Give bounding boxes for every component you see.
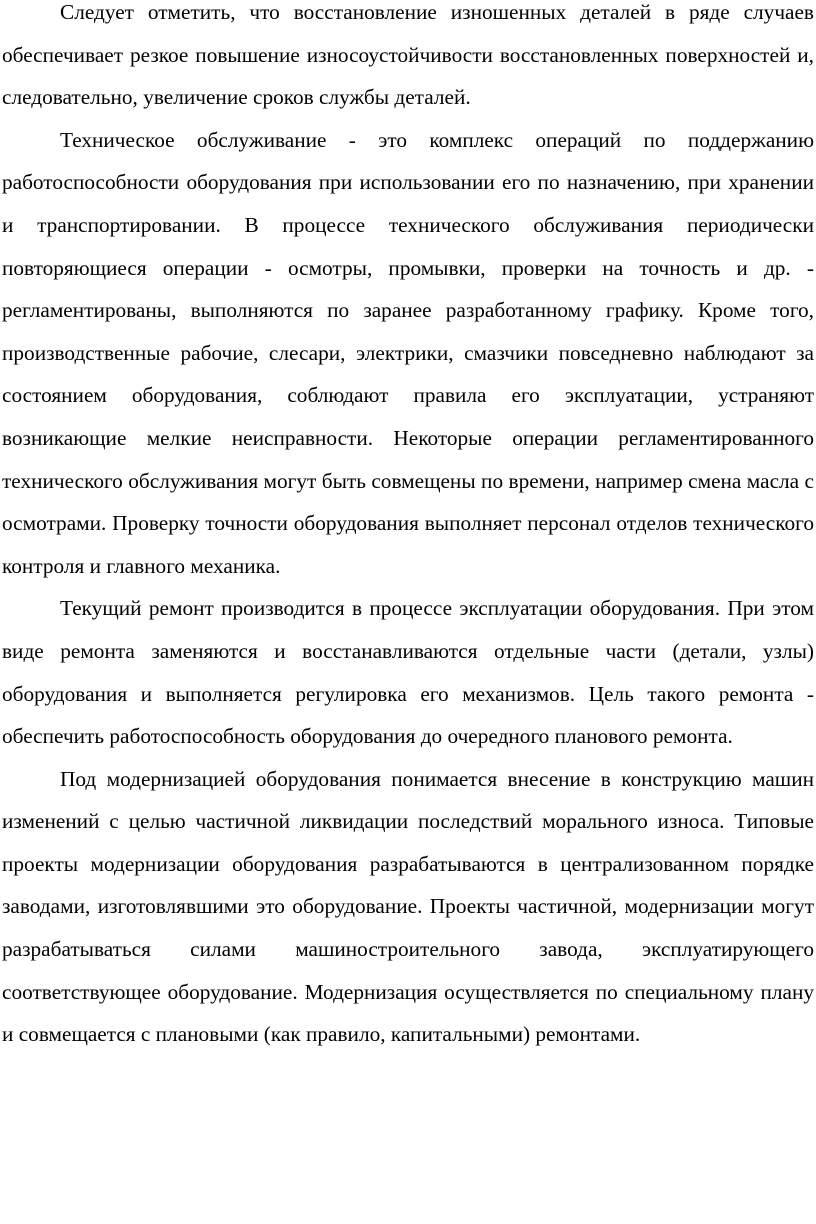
paragraph-current-repair: Текущий ремонт производится в процессе эксплуатации оборудования. При этом виде ремонта заменяются и восстанавливаются отдельные части (детали, узлы) оборудования и выполняется регулировка его механизмов. Цель такого ремонта - обеспечить работоспособность оборудования до очередного планового ремонта. (2, 596, 814, 749)
paragraph-modernization: Под модернизацией оборудования понимается внесение в конструкцию машин изменений с целью частичной ликвидации последствий морального износа. Типовые проекты модернизации оборудования разрабатываются в централизованном порядке заводами, изготовлявшими это оборудование. Проекты частичной, модернизации могут разрабатываться силами машиностроительного завода, эксплуатирующего соответствующее оборудование. Модернизация осуществляется по специальному плану и совмещается с плановыми (как правило, капитальными) ремонтами. (2, 766, 814, 1047)
paragraph-restoration: Следует отметить, что восстановление изношенных деталей в ряде случаев обеспечивает резкое повышение износоустойчивости восстановленных поверхностей и, следовательно, увеличение сроков службы деталей. (2, 0, 814, 110)
document-page (2, 0, 814, 1056)
paragraph-maintenance: Техническое обслуживание - это комплекс операций по поддержанию работоспособности оборудования при использовании его по назначению, при хранении и транспортировании. В процессе технического обслуживания периодически повторяющиеся операции - осмотры, промывки, проверки на точность и др. - регламентированы, выполняются по заранее разработанному графику. Кроме того, производственные рабочие, слесари, электрики, смазчики повседневно наблюдают за состоянием оборудования, соблюдают правила его эксплуатации, устраняют возникающие мелкие неисправности. Некоторые операции регламентированного технического обслуживания могут быть совмещены по времени, например смена масла с осмотрами. Проверку точности оборудования выполняет персонал отделов технического контроля и главного механика. (2, 127, 814, 578)
